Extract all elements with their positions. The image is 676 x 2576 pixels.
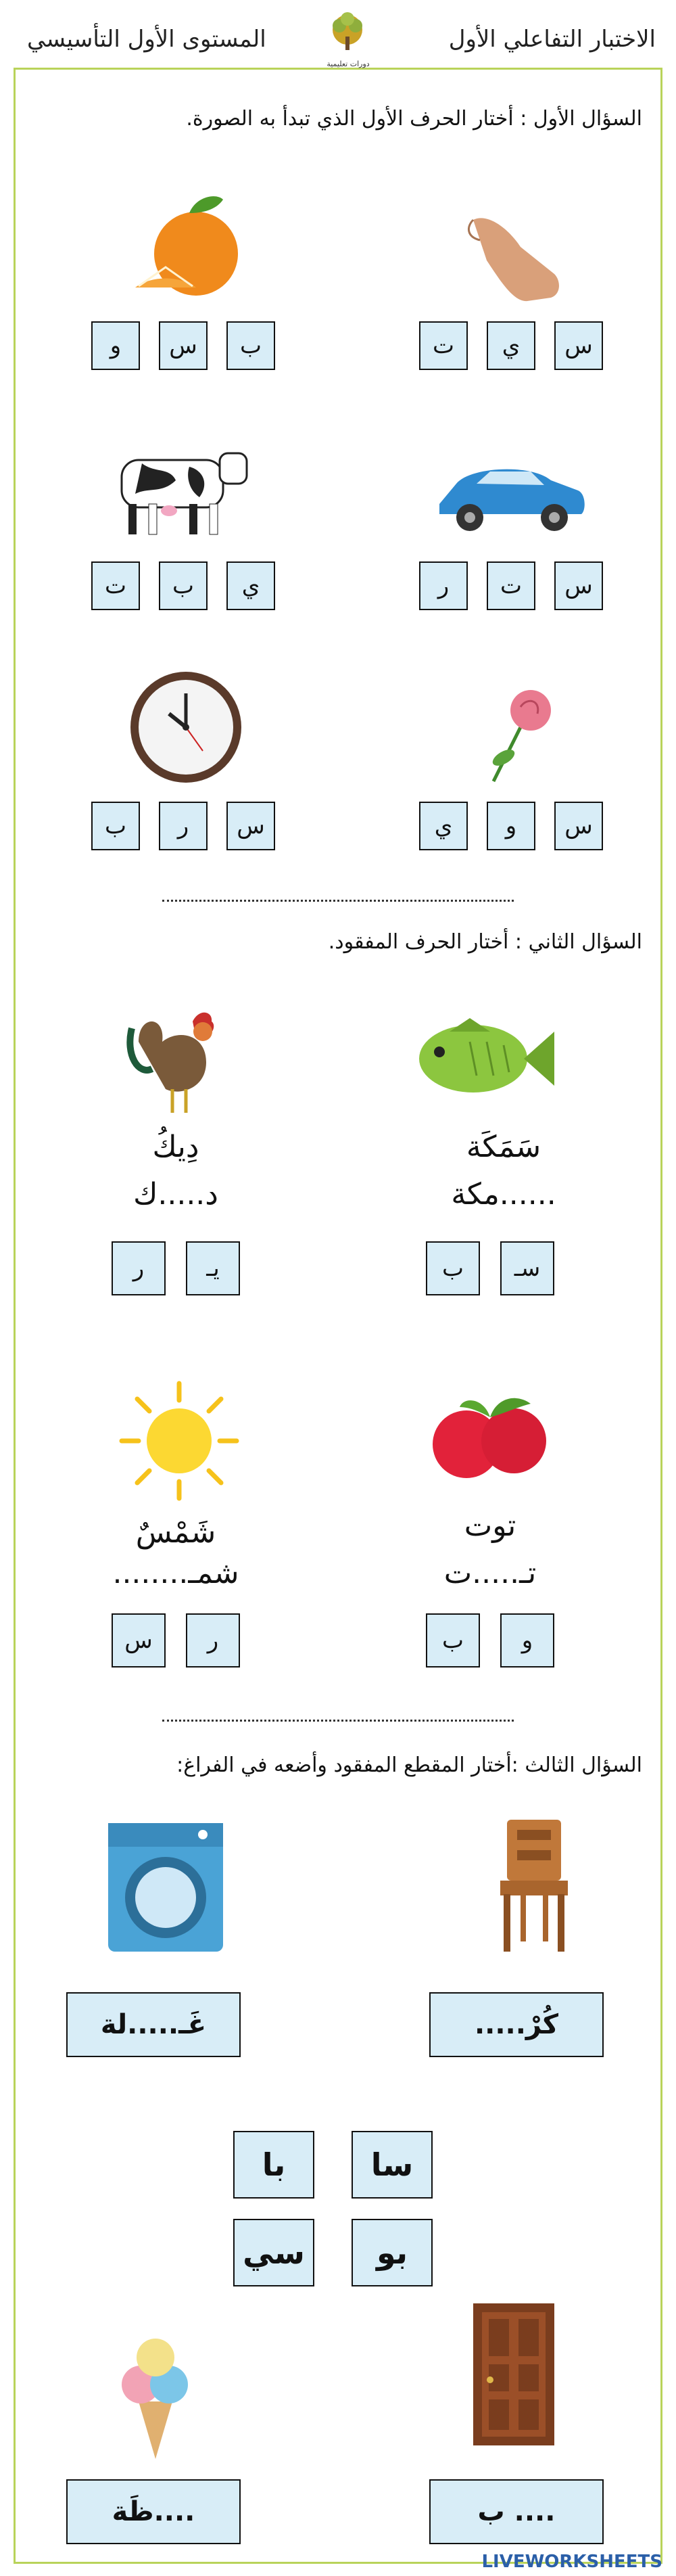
answer-box-door[interactable]: .... ب <box>429 2479 604 2544</box>
option-box[interactable]: ب <box>426 1241 480 1295</box>
option-box[interactable]: ر <box>186 1613 240 1668</box>
option-box[interactable]: ي <box>226 561 275 610</box>
clock-image <box>125 666 247 788</box>
car-image <box>429 443 592 545</box>
answer-box-icecream[interactable]: ....ظَة <box>66 2479 241 2544</box>
blank-rooster: د.....ك <box>133 1177 218 1212</box>
option-box[interactable]: ب <box>226 321 275 370</box>
option-box[interactable]: ب <box>426 1613 480 1668</box>
option-box[interactable]: س <box>159 321 208 370</box>
option-box[interactable]: ت <box>91 561 140 610</box>
option-box[interactable]: سـ <box>500 1241 554 1295</box>
word-sun: شَمْسٌ <box>135 1515 216 1550</box>
option-box[interactable]: س <box>112 1613 166 1668</box>
answer-box-chair[interactable]: كُرْ..... <box>429 1992 604 2057</box>
option-box[interactable]: ر <box>419 561 468 610</box>
option-box[interactable]: ب <box>91 802 140 850</box>
option-box[interactable]: و <box>487 802 535 850</box>
blank-fish: ......مكة <box>451 1177 556 1212</box>
cow-image <box>108 433 257 541</box>
rooster-image <box>125 1001 226 1116</box>
option-box[interactable]: ر <box>112 1241 166 1295</box>
footer-brand: LIVEWORKSHEETS <box>481 2552 662 2572</box>
option-box[interactable]: ي <box>419 802 468 850</box>
tree-logo-icon <box>320 9 375 64</box>
header-title: الاختبار التفاعلي الأول <box>448 26 656 53</box>
syllable-tile[interactable]: سي <box>233 2219 314 2286</box>
section-divider <box>162 1720 514 1722</box>
option-box[interactable]: و <box>91 321 140 370</box>
syllable-tile[interactable]: سا <box>352 2131 433 2199</box>
door-image <box>470 2300 558 2449</box>
header-level: المستوى الأول التأسيسي <box>27 26 266 53</box>
option-box[interactable]: ت <box>419 321 468 370</box>
hand-image <box>460 200 575 308</box>
option-box[interactable]: يـ <box>186 1241 240 1295</box>
raspberry-image <box>422 1390 558 1485</box>
q1-title: السؤال الأول : أختار الحرف الأول الذي تبدأ به الصورة. <box>186 107 642 131</box>
option-box[interactable]: س <box>554 561 603 610</box>
answer-box-washer[interactable]: غَـ.....لة <box>66 1992 241 2057</box>
q2-title: السؤال الثاني : أختار الحرف المفقود. <box>328 930 642 954</box>
sun-image <box>118 1380 240 1502</box>
option-box[interactable]: س <box>554 802 603 850</box>
word-mulberry: توت <box>464 1509 516 1543</box>
syllable-tile[interactable]: بو <box>352 2219 433 2286</box>
ice-cream-image <box>101 2327 210 2462</box>
washing-machine-image <box>105 1820 226 1955</box>
option-box[interactable]: س <box>554 321 603 370</box>
rose-image <box>466 680 568 788</box>
word-rooster: دِيكُ <box>152 1130 199 1164</box>
orange-image <box>122 186 250 308</box>
word-fish: سَمَكَة <box>466 1130 541 1164</box>
option-box[interactable]: ب <box>159 561 208 610</box>
fish-image <box>409 1008 558 1109</box>
option-box[interactable]: س <box>226 802 275 850</box>
option-box[interactable]: ي <box>487 321 535 370</box>
option-box[interactable]: ت <box>487 561 535 610</box>
option-box[interactable]: ر <box>159 802 208 850</box>
chair-image <box>483 1813 585 1955</box>
section-divider <box>162 900 514 902</box>
q3-title: السؤال الثالث :أختار المقطع المفقود وأضعه في الفراغ: <box>176 1753 642 1777</box>
blank-sun: شمـ........ <box>112 1556 239 1590</box>
syllable-tile[interactable]: با <box>233 2131 314 2199</box>
blank-mulberry: تـ.....ت <box>443 1556 537 1590</box>
option-box[interactable]: و <box>500 1613 554 1668</box>
logo-caption: دورات تعليمية <box>327 60 370 68</box>
